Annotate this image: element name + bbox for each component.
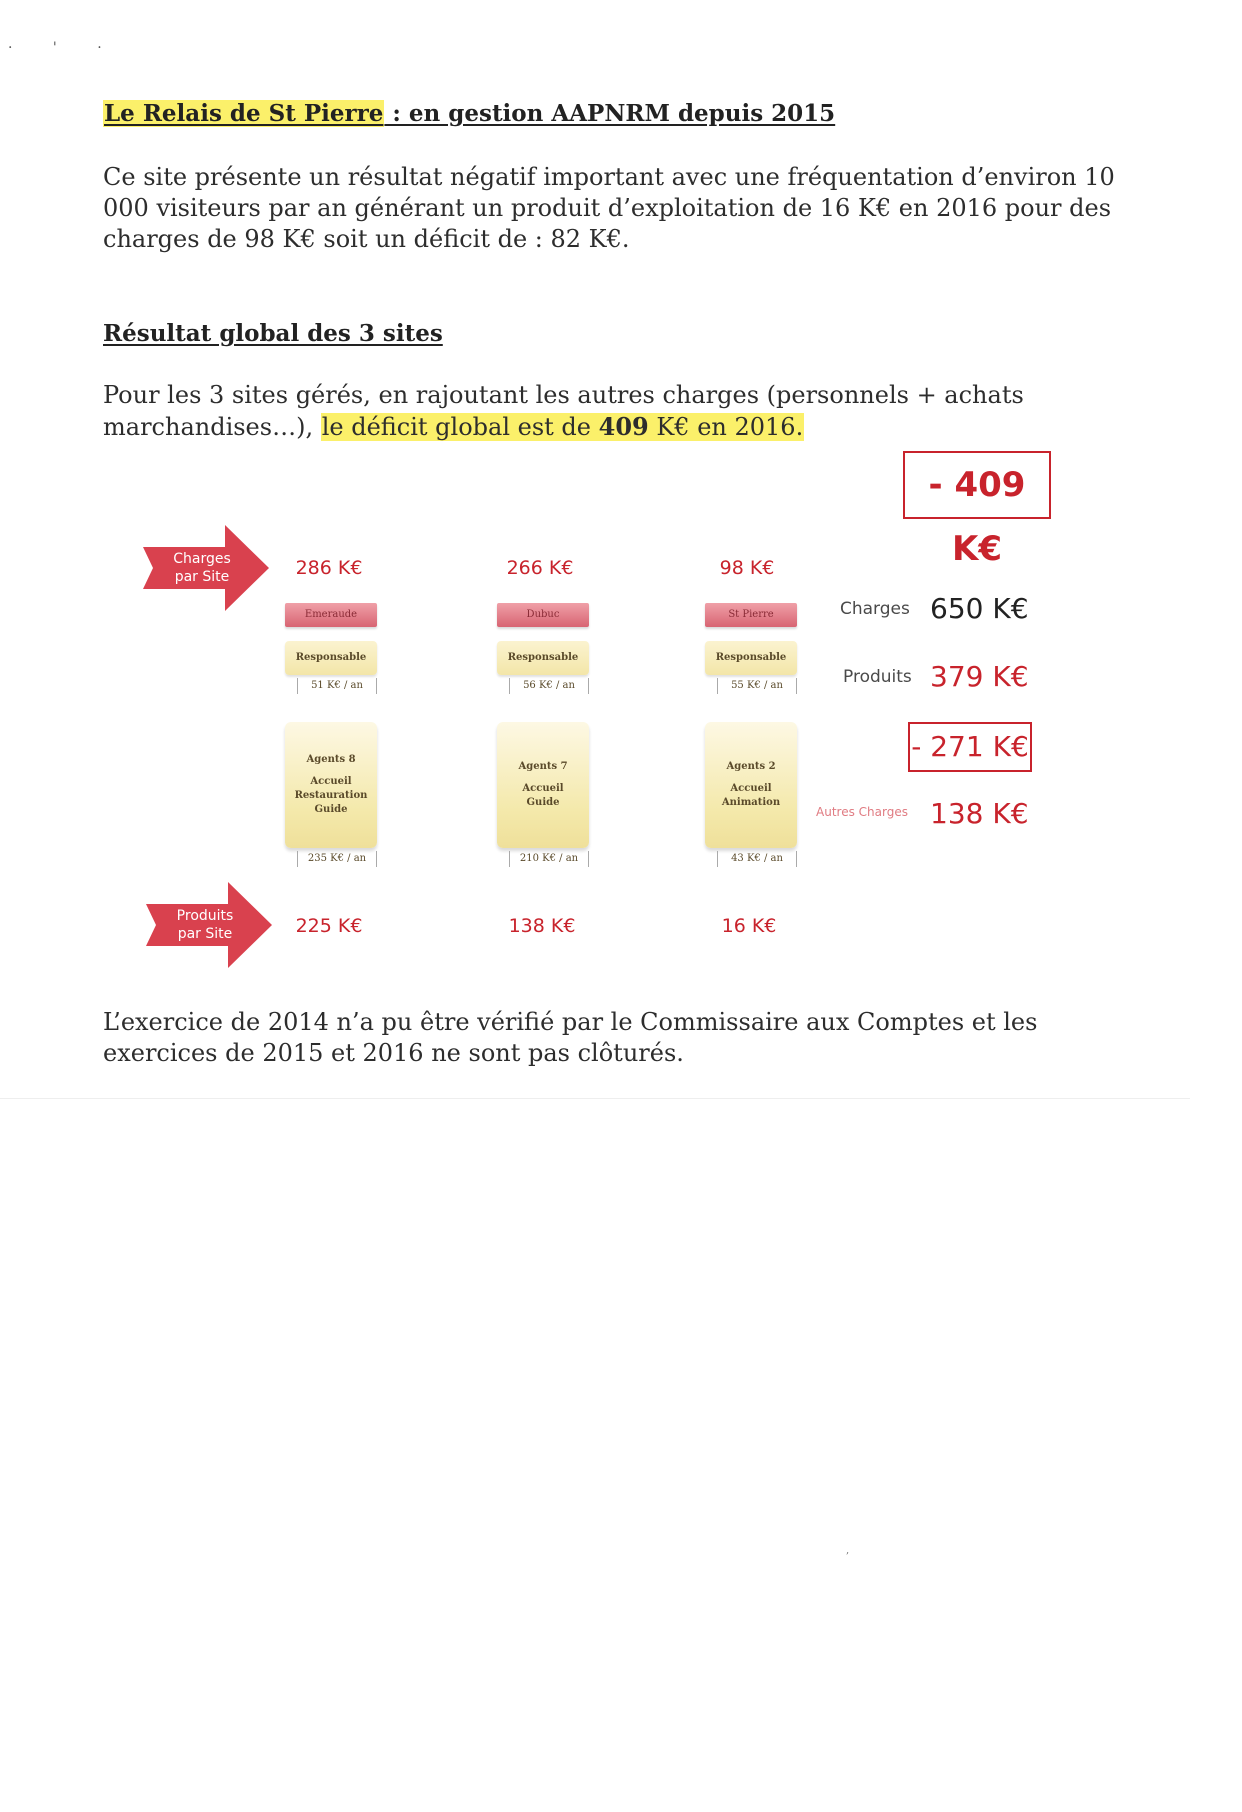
agents-cost: 210 K€ / an	[509, 851, 589, 867]
site-produits-value: 225 K€	[295, 915, 363, 937]
total-deficit-box: - 409 K€	[903, 451, 1051, 519]
scan-speck: ,	[846, 1545, 850, 1556]
responsable-box: Responsable	[285, 641, 377, 675]
site-org-chart	[497, 603, 589, 867]
arrow-charges-line2: par Site	[174, 569, 230, 585]
arrow-produits-line1: Produits	[176, 908, 234, 924]
section-title-global: Résultat global des 3 sites	[103, 320, 443, 347]
site-charges-value: 266 K€	[506, 557, 574, 579]
summary-charges-value: 650 K€	[930, 592, 1029, 625]
agent-role: Guide	[526, 796, 560, 808]
section-title-relais	[103, 100, 835, 127]
title-rest: : en gestion AAPNRM depuis 2015	[384, 100, 836, 127]
title-highlight: Le Relais de St Pierre	[104, 100, 384, 127]
agent-role: Accueil	[522, 782, 564, 794]
site-org-chart	[285, 603, 377, 867]
site-name-tag: Dubuc	[497, 603, 589, 627]
agent-role: Restauration	[294, 789, 368, 801]
charges-arrow-label	[143, 525, 261, 611]
subtotal-deficit-box: - 271 K€	[908, 722, 1032, 772]
agents-count: Agents 8	[306, 753, 356, 765]
closing-paragraph: L’exercice de 2014 n’a pu être vérifié par le Commissaire aux Comptes et les exercices de 2015 et 2016 ne sont pas clôturés.	[103, 1008, 1038, 1067]
summary-autres-label: Autres Charges	[816, 805, 908, 819]
arrow-produits-line2: par Site	[177, 926, 233, 942]
summary-charges-label: Charges	[840, 599, 910, 619]
global-para-highlight	[321, 413, 805, 441]
global-para-bold: 409	[598, 412, 649, 441]
site-org-chart	[705, 603, 797, 867]
responsable-cost: 51 K€ / an	[297, 678, 377, 694]
summary-produits-label: Produits	[843, 667, 912, 687]
site-charges-value: 98 K€	[719, 557, 775, 579]
agents-box	[497, 722, 589, 848]
site-produits-value: 138 K€	[508, 915, 576, 937]
summary-produits-value: 379 K€	[930, 660, 1029, 693]
agent-role: Guide	[314, 803, 348, 815]
responsable-box: Responsable	[705, 641, 797, 675]
produits-arrow-label	[146, 882, 264, 968]
summary-autres-value: 138 K€	[930, 797, 1029, 830]
agents-count: Agents 7	[518, 760, 568, 772]
agent-role: Animation	[721, 796, 781, 808]
global-para-start: Pour les 3 sites gérés, en rajoutant les autres charges (personnels + achats marchandises…),	[103, 381, 1024, 441]
scan-artifact-line	[0, 1098, 1190, 1099]
agent-role: Accueil	[730, 782, 772, 794]
site-produits-value: 16 K€	[721, 915, 777, 937]
global-para-hl2: K€ en 2016.	[648, 413, 804, 441]
global-para-hl1: le déficit global est de	[321, 413, 599, 441]
agents-count: Agents 2	[726, 760, 776, 772]
produits-par-site-arrow	[146, 882, 274, 968]
charges-par-site-arrow	[143, 525, 271, 611]
agents-box	[705, 722, 797, 848]
site-name-tag: St Pierre	[705, 603, 797, 627]
agents-cost: 235 K€ / an	[297, 851, 377, 867]
site-name-tag: Emeraude	[285, 603, 377, 627]
site-charges-value: 286 K€	[295, 557, 363, 579]
agent-role: Accueil	[310, 775, 352, 787]
relais-paragraph: Ce site présente un résultat négatif important avec une fréquentation d’environ 10 000 visiteurs par an générant un produit d’exploitation de 16 K€ en 2016 pour des charges de 98 K€ soit un déficit de : 82 K€.	[103, 163, 1115, 253]
agents-cost: 43 K€ / an	[717, 851, 797, 867]
agents-box	[285, 722, 377, 848]
responsable-box: Responsable	[497, 641, 589, 675]
global-paragraph	[103, 380, 1123, 443]
responsable-cost: 55 K€ / an	[717, 678, 797, 694]
responsable-cost: 56 K€ / an	[509, 678, 589, 694]
scan-specks: · ' ·	[8, 40, 120, 56]
arrow-charges-line1: Charges	[173, 551, 231, 567]
